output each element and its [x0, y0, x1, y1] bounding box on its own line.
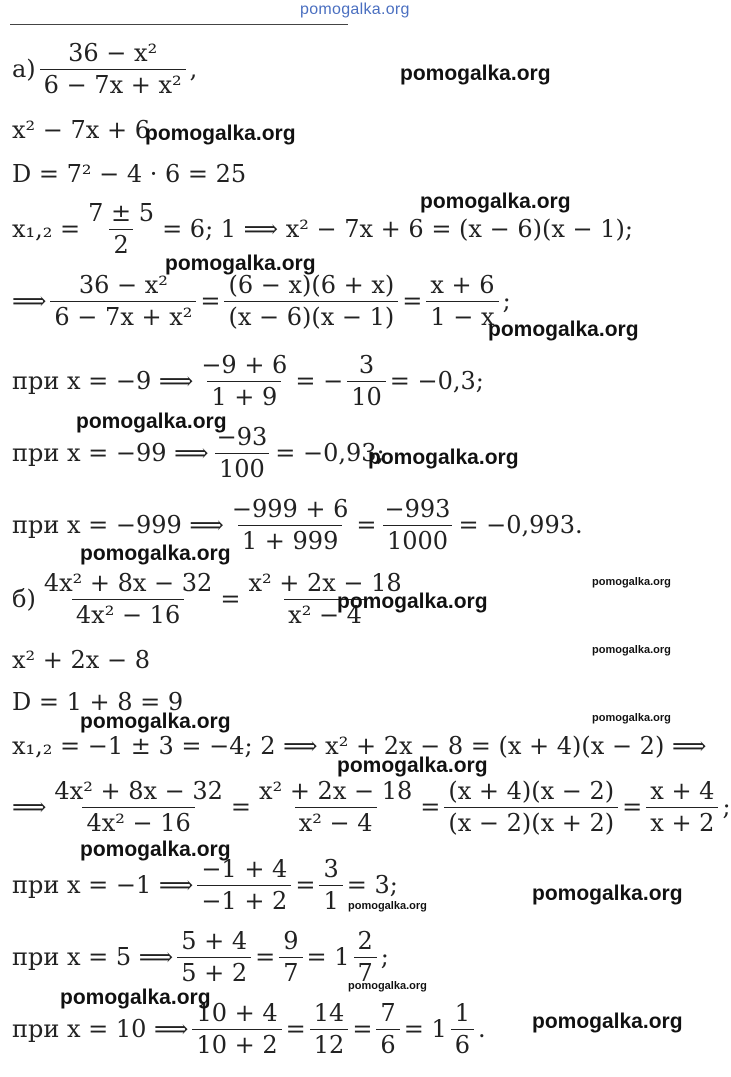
denominator: 4x² − 16: [72, 599, 184, 629]
b-trinomial: x² + 2x − 8: [12, 646, 150, 674]
watermark-small: pomogalka.org: [348, 980, 427, 992]
eval-fraction: [310, 1000, 349, 1059]
a-roots-rhs: = 6; 1 ⟹ x² − 7x + 6 = (x − 6)(x − 1);: [162, 215, 633, 244]
a-roots-lhs: x₁,₂ =: [12, 215, 81, 244]
numerator: 1: [454, 999, 470, 1027]
eval-fraction: [451, 1000, 474, 1059]
numerator: 36 − x²: [68, 39, 158, 67]
a-roots-fraction: [84, 200, 158, 259]
numerator: x² + 2x − 18: [259, 777, 413, 805]
numerator: −999 + 6: [231, 495, 349, 523]
numerator: 10 + 4: [196, 999, 278, 1027]
watermark-small: pomogalka.org: [592, 712, 671, 724]
numerator: 4x² + 8x − 32: [43, 569, 213, 597]
eval-lhs: при x = −999 ⟹: [12, 511, 224, 540]
implies-arrow: ⟹: [12, 793, 47, 822]
denominator: −1 + 2: [197, 885, 291, 915]
a-problem-fraction: [40, 40, 186, 99]
top-rule: [10, 24, 348, 25]
denominator: (x − 2)(x + 2): [444, 807, 618, 837]
denominator: (x − 6)(x − 1): [224, 301, 398, 331]
denominator: 6: [451, 1029, 474, 1059]
watermark: pomogalka.org: [60, 986, 211, 1009]
numerator: −1 + 4: [201, 855, 288, 883]
denominator: 2: [109, 229, 132, 259]
numerator: 4x² + 8x − 32: [54, 777, 223, 805]
a-label: а): [12, 55, 36, 84]
eval-lhs: при x = 5 ⟹: [12, 943, 174, 972]
b-eval-2: при x = 5 ⟹ $\frac{5 + 4}{5 + 2}$ = $\frac{9}{7}$ = 1 $\frac{2}{7}$ ;: [12, 927, 389, 987]
watermark: pomogalka.org: [80, 710, 231, 733]
eval-fraction: [197, 352, 291, 411]
denominator: 7: [354, 957, 377, 987]
a-problem-line: а) $\frac{\text{36 − x²}}{\text{6 − 7x + x²}}$ ,: [12, 39, 198, 99]
eval-lhs: при x = −99 ⟹: [12, 439, 209, 468]
watermark: pomogalka.org: [337, 590, 488, 613]
watermark: pomogalka.org: [488, 318, 639, 341]
watermark: pomogalka.org: [400, 62, 551, 85]
watermark: pomogalka.org: [80, 838, 231, 861]
b-trinomial-line: [12, 646, 150, 674]
b-problem-fraction-left: [40, 570, 217, 629]
denominator: x² − 4: [295, 807, 377, 837]
numerator: 9: [283, 927, 299, 955]
denominator: 12: [310, 1029, 349, 1059]
a-discriminant-line: [12, 160, 246, 188]
a-discriminant: D = 7² − 4 · 6 = 25: [12, 160, 247, 188]
numerator: 14: [313, 999, 345, 1027]
eval-mid: = −: [295, 367, 344, 396]
b-problem-line: б) $\frac{\text{4x² + 8x − 32}}{\text{4x² − 16}}$ = $\frac{\text{x² + 2x − 18}}{\text{x² − 4}}$: [12, 570, 410, 629]
watermark: pomogalka.org: [532, 882, 683, 905]
numerator: −993: [384, 495, 451, 523]
eval-lhs: при x = 10 ⟹: [12, 1015, 189, 1044]
numerator: −93: [216, 423, 268, 451]
numerator: x + 6: [430, 271, 495, 299]
numerator: (x + 4)(x − 2): [448, 777, 615, 805]
eval-fraction: [197, 856, 291, 915]
watermark-small: pomogalka.org: [592, 576, 671, 588]
b-roots: x₁,₂ = −1 ± 3 = −4; 2 ⟹ x² + 2x − 8 = (x + 4)(x − 2) ⟹: [12, 732, 707, 760]
b-simplify-fraction-3: [444, 778, 618, 837]
numerator: 36 − x²: [78, 271, 168, 299]
b-simplify-line: ⟹ $\frac{\text{4x² + 8x − 32}}{\text{4x² − 16}}$ = $\frac{\text{x² + 2x − 18}}{\text{x² − 4}}$ = $\frac{(x + 4)(x - 2)}{(x - 2)(x + 2)}$ = $\frac{x + 4}{x + 2}$ ;: [12, 777, 731, 837]
eval-fraction: [177, 928, 251, 987]
eval-fraction: [319, 856, 342, 915]
a-eval-1: [12, 352, 484, 411]
implies-arrow: ⟹: [12, 287, 47, 316]
denominator: 4x² − 16: [82, 807, 194, 837]
watermark: pomogalka.org: [420, 190, 571, 213]
numerator: x + 4: [650, 777, 715, 805]
numerator: (6 − x)(6 + x): [228, 271, 395, 299]
denominator: 6 − 7x + x²: [50, 301, 196, 331]
watermark: pomogalka.org: [337, 754, 488, 777]
b-simplify-fraction-2: [255, 778, 416, 837]
numerator: −9 + 6: [201, 351, 288, 379]
denominator: 6: [376, 1029, 399, 1059]
denominator: 1 + 9: [207, 381, 281, 411]
eval-whole: = 1: [306, 943, 350, 972]
numerator: x² + 2x − 18: [248, 569, 402, 597]
b-simplify-fraction-4: [646, 778, 718, 837]
b-discriminant: D = 1 + 8 = 9: [12, 688, 184, 716]
eval-fraction: [228, 496, 353, 555]
b-eval-3: при x = 10 ⟹ $\frac{10 + 4}{10 + 2}$ = $\frac{14}{12}$ = $\frac{7}{6}$ = 1 $\frac{1}{6}$ .: [12, 999, 486, 1059]
numerator: 3: [323, 855, 339, 883]
eval-lhs: при x = −1 ⟹: [12, 871, 194, 900]
watermark: pomogalka.org: [145, 122, 296, 145]
a-simplify-fraction-1: [50, 272, 196, 331]
eval-whole: = 1: [403, 1015, 447, 1044]
eval-result: = −0,993.: [458, 511, 583, 540]
a-trinomial: x² − 7x + 6: [12, 116, 150, 144]
denominator: 6 − 7x + x²: [40, 69, 186, 99]
a-simplify-line: ⟹ $\frac{\text{36 − x²}}{\text{6 − 7x + x²}}$ = $\frac{(6 - x)(6 + x)}{(x - 6)(x - 1)}$ = $\frac{x + 6}{1 - x}$ ;: [12, 271, 511, 331]
denominator: 1 + 999: [238, 525, 342, 555]
watermark-small: pomogalka.org: [348, 900, 427, 912]
eval-fraction: [347, 352, 386, 411]
watermark: pomogalka.org: [165, 252, 316, 275]
a-simplify-fraction-2: [224, 272, 398, 331]
denominator: x² − 4: [284, 599, 366, 629]
watermark-top-link[interactable]: pomogalka.org: [300, 1, 410, 18]
b-eval-1: при x = −1 ⟹ $\frac{-1 + 4}{-1 + 2}$ = $\frac{3}{1}$ = 3;: [12, 855, 398, 915]
eval-fraction: [279, 928, 302, 987]
eval-fraction: [376, 1000, 399, 1059]
numerator: 7 ± 5: [88, 199, 155, 227]
numerator: 7: [380, 999, 396, 1027]
watermark: pomogalka.org: [80, 542, 231, 565]
eval-result: = −0,93;: [275, 439, 385, 468]
watermark: pomogalka.org: [532, 1010, 683, 1033]
denominator: 10 + 2: [192, 1029, 281, 1059]
denominator: 10: [347, 381, 386, 411]
denominator: 7: [279, 957, 302, 987]
numerator: 3: [358, 351, 375, 379]
a-eval-3: при x = −999 ⟹ $\frac{-999 + 6}{1 + 999}$ = $\frac{-993}{1000}$ = −0,993.: [12, 495, 583, 555]
eval-fraction: [354, 928, 377, 987]
denominator: 1000: [383, 525, 452, 555]
b-simplify-fraction-1: [50, 778, 227, 837]
b-label: б): [12, 585, 36, 614]
numerator: 2: [357, 927, 373, 955]
eval-result: = 3;: [346, 871, 398, 900]
a-trinomial-line: [12, 116, 150, 144]
eval-fraction: [381, 496, 455, 555]
eval-result: = −0,3;: [389, 367, 484, 396]
watermark: pomogalka.org: [76, 410, 227, 433]
watermark-small: pomogalka.org: [592, 644, 671, 656]
numerator: 5 + 4: [181, 927, 248, 955]
denominator: 100: [215, 453, 269, 483]
denominator: 1 − x: [426, 301, 498, 331]
denominator: 5 + 2: [177, 957, 251, 987]
denominator: x + 2: [646, 807, 718, 837]
watermark: pomogalka.org: [368, 446, 519, 469]
eval-lhs: при x = −9 ⟹: [12, 367, 194, 396]
denominator: 1: [319, 885, 342, 915]
